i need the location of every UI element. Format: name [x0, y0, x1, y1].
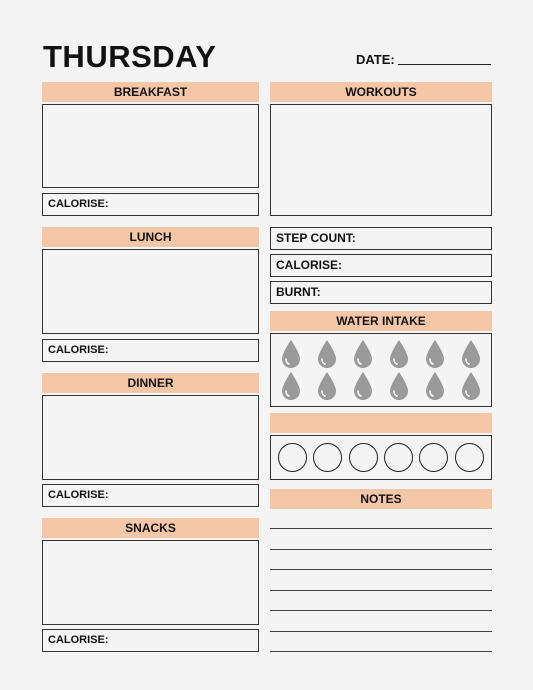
tracker-circle[interactable] — [349, 443, 378, 472]
water-drop-cell[interactable] — [345, 370, 381, 402]
note-line[interactable] — [270, 610, 492, 611]
note-line[interactable] — [270, 651, 492, 652]
water-drop-icon — [460, 339, 482, 369]
water-drop-icon — [460, 371, 482, 401]
water-drop-icon — [352, 339, 374, 369]
tracker-circle[interactable] — [384, 443, 413, 472]
water-intake-box — [270, 333, 492, 407]
water-drop-cell[interactable] — [273, 338, 309, 370]
lunch-calorie-field[interactable] — [42, 339, 259, 362]
water-drop-cell[interactable] — [417, 338, 453, 370]
water-drop-cell[interactable] — [453, 338, 489, 370]
snacks-box[interactable] — [42, 540, 259, 625]
burnt-field[interactable] — [270, 281, 492, 304]
dinner-calorie-label: CALORISE: — [48, 489, 109, 501]
dinner-box[interactable] — [42, 395, 259, 480]
step-count-field[interactable] — [270, 227, 492, 250]
water-drop-icon — [280, 371, 302, 401]
note-line[interactable] — [270, 569, 492, 570]
water-drop-cell[interactable] — [381, 370, 417, 402]
note-line[interactable] — [270, 590, 492, 591]
water-drop-cell[interactable] — [309, 370, 345, 402]
note-line[interactable] — [270, 549, 492, 550]
tracker-header — [270, 413, 492, 433]
water-drop-cell[interactable] — [453, 370, 489, 402]
water-drop-icon — [316, 339, 338, 369]
note-line[interactable] — [270, 528, 492, 529]
lunch-header: LUNCH — [42, 227, 259, 247]
water-drop-icon — [280, 339, 302, 369]
water-drop-icon — [388, 339, 410, 369]
water-drop-icon — [352, 371, 374, 401]
water-drop-icon — [424, 371, 446, 401]
date-label: DATE: — [356, 52, 395, 67]
date-field-line[interactable] — [398, 64, 491, 65]
calorie-label: CALORISE: — [276, 258, 342, 272]
water-drop-cell[interactable] — [309, 338, 345, 370]
step-count-label: STEP COUNT: — [276, 231, 356, 245]
tracker-circle[interactable] — [278, 443, 307, 472]
notes-header: NOTES — [270, 489, 492, 509]
breakfast-box[interactable] — [42, 104, 259, 188]
breakfast-calorie-label: CALORISE: — [48, 198, 109, 210]
workouts-box[interactable] — [270, 104, 492, 216]
tracker-circle[interactable] — [455, 443, 484, 472]
page-title: THURSDAY — [43, 39, 217, 74]
snacks-calorie-field[interactable] — [42, 629, 259, 652]
water-drop-cell[interactable] — [273, 370, 309, 402]
water-drop-icon — [316, 371, 338, 401]
tracker-circle[interactable] — [313, 443, 342, 472]
water-intake-header: WATER INTAKE — [270, 311, 492, 331]
burnt-label: BURNT: — [276, 285, 321, 299]
dinner-header: DINNER — [42, 373, 259, 393]
water-drop-cell[interactable] — [381, 338, 417, 370]
lunch-calorie-label: CALORISE: — [48, 344, 109, 356]
water-drop-icon — [424, 339, 446, 369]
water-drop-cell[interactable] — [417, 370, 453, 402]
dinner-calorie-field[interactable] — [42, 484, 259, 507]
tracker-box — [270, 435, 492, 480]
snacks-calorie-label: CALORISE: — [48, 634, 109, 646]
note-line[interactable] — [270, 631, 492, 632]
workouts-header: WORKOUTS — [270, 82, 492, 102]
breakfast-calorie-field[interactable] — [42, 193, 259, 216]
snacks-header: SNACKS — [42, 518, 259, 538]
lunch-box[interactable] — [42, 249, 259, 334]
breakfast-header: BREAKFAST — [42, 82, 259, 102]
calorie-burnt-field[interactable] — [270, 254, 492, 277]
water-drop-cell[interactable] — [345, 338, 381, 370]
tracker-circle[interactable] — [419, 443, 448, 472]
water-drop-icon — [388, 371, 410, 401]
